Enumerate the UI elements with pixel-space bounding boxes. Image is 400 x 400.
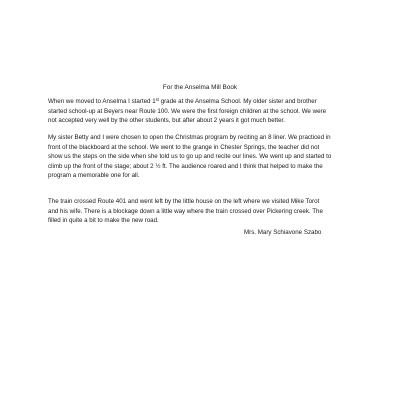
paragraph-line: The train crossed Route 401 and went left by the little house on the left where we visited Mike Torot	[48, 198, 320, 205]
paragraph-line: front of the blackboard at the school. We went to the grange in Chester Springs, the teacher did not	[48, 143, 320, 151]
ordinal-suffix: st	[155, 96, 159, 102]
paragraph-line: started school-up at Beyers near Route 100. We were the first foreign children at the school. We were	[48, 107, 327, 115]
line-text: grade at the Anselma School. My older sister and brother	[158, 98, 317, 105]
paragraph-train	[48, 197, 356, 226]
paragraph-line: My sister Betty and I were chosen to open the Christmas program by reciting an 8 liner. We practiced in	[48, 134, 331, 141]
paragraph-line: filled in quite a bit to make the new road.	[48, 217, 159, 225]
paragraph-school	[48, 97, 356, 126]
paragraph-line	[48, 97, 356, 107]
paragraph-line: show us the steps on the side when she told us to go up and recite our lines. We went up and started to	[48, 153, 332, 161]
line-text: When we moved to Anselma I started 1	[48, 98, 156, 105]
paragraph-line: climb up the front of the stage; about 2 ½ ft. The audience roared and I think that helped to make the	[48, 162, 323, 170]
paragraph-christmas-program	[48, 133, 356, 181]
author-signature: Mrs. Mary Schiavone Szabo	[244, 229, 322, 236]
paragraph-line: and his wife. There is a blockage down a little way where the train crossed over Pickering creek. The	[48, 207, 323, 215]
paragraph-line: not accepted very well by the other students, but after about 2 years it got much better.	[48, 117, 285, 125]
document-title: For the Anselma Mill Book	[162, 84, 238, 91]
paragraph-line: program a memorable one for all.	[48, 172, 140, 180]
